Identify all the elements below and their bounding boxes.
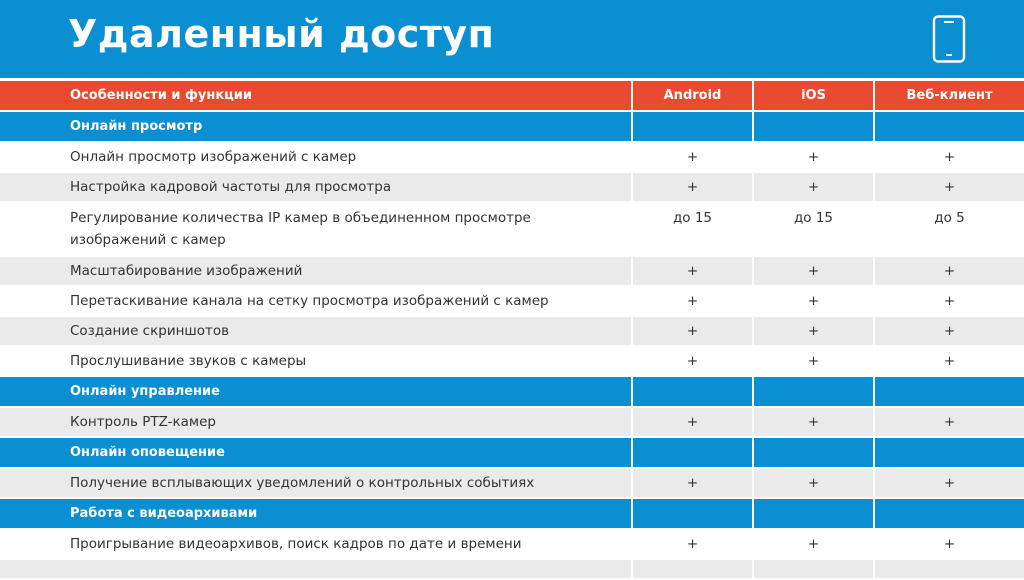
- web-value: +: [875, 287, 1024, 317]
- table-row: [0, 257, 1024, 287]
- table-row-cut-off: [0, 560, 1024, 580]
- feature-label: Создание скриншотов: [0, 317, 633, 347]
- web-value: +: [875, 173, 1024, 203]
- section-row: [0, 499, 1024, 530]
- feature-label: Контроль PTZ-камер: [0, 408, 633, 438]
- section-cell: [875, 438, 1024, 469]
- table-row: [0, 143, 1024, 173]
- section-label: Работа с видеоархивами: [0, 499, 633, 530]
- web-value: +: [875, 143, 1024, 173]
- web-value: +: [875, 347, 1024, 377]
- header-android: Android: [633, 81, 754, 112]
- table-row: [0, 408, 1024, 438]
- android-value: до 15: [633, 203, 754, 257]
- table-row: [0, 469, 1024, 499]
- section-label: Онлайн просмотр: [0, 112, 633, 143]
- web-value: +: [875, 408, 1024, 438]
- android-value: +: [633, 469, 754, 499]
- android-value: +: [633, 317, 754, 347]
- header-web-client: Веб-клиент: [875, 81, 1024, 112]
- web-value: +: [875, 317, 1024, 347]
- feature-label: Получение всплывающих уведомлений о контрольных событиях: [0, 469, 633, 499]
- cut-cell: [633, 560, 754, 580]
- web-value: до 5: [875, 203, 1024, 257]
- feature-label: Настройка кадровой частоты для просмотра: [0, 173, 633, 203]
- android-value: +: [633, 257, 754, 287]
- feature-label: Перетаскивание канала на сетку просмотра изображений с камер: [0, 287, 633, 317]
- header-ios: iOS: [754, 81, 875, 112]
- section-label: Онлайн оповещение: [0, 438, 633, 469]
- android-value: +: [633, 143, 754, 173]
- feature-label: Прослушивание звуков с камеры: [0, 347, 633, 377]
- section-row: [0, 112, 1024, 143]
- section-cell: [633, 112, 754, 143]
- section-cell: [633, 438, 754, 469]
- feature-label: Масштабирование изображений: [0, 257, 633, 287]
- cut-cell: [754, 560, 875, 580]
- section-cell: [875, 112, 1024, 143]
- feature-label: Регулирование количества IP камер в объединенном просмотре изображений с камер: [0, 203, 633, 257]
- cut-cell: [0, 560, 633, 580]
- feature-table: [0, 81, 1024, 580]
- section-cell: [754, 499, 875, 530]
- android-value: +: [633, 287, 754, 317]
- smartphone-icon: [932, 15, 966, 63]
- web-value: +: [875, 530, 1024, 560]
- table-row: [0, 173, 1024, 203]
- header-bar: [0, 0, 1024, 78]
- ios-value: +: [754, 287, 875, 317]
- android-value: +: [633, 347, 754, 377]
- section-cell: [754, 377, 875, 408]
- ios-value: +: [754, 530, 875, 560]
- ios-value: +: [754, 408, 875, 438]
- ios-value: +: [754, 469, 875, 499]
- page-title: Удаленный доступ: [68, 12, 495, 56]
- table-row: [0, 287, 1024, 317]
- android-value: +: [633, 530, 754, 560]
- section-row: [0, 377, 1024, 408]
- ios-value: +: [754, 173, 875, 203]
- feature-label: Проигрывание видеоархивов, поиск кадров по дате и времени: [0, 530, 633, 560]
- section-row: [0, 438, 1024, 469]
- section-cell: [875, 499, 1024, 530]
- web-value: +: [875, 257, 1024, 287]
- android-value: +: [633, 408, 754, 438]
- android-value: +: [633, 173, 754, 203]
- table-header-row: [0, 81, 1024, 112]
- cut-cell: [875, 560, 1024, 580]
- table-row: [0, 317, 1024, 347]
- ios-value: до 15: [754, 203, 875, 257]
- table-row: [0, 203, 1024, 257]
- ios-value: +: [754, 347, 875, 377]
- section-cell: [633, 499, 754, 530]
- ios-value: +: [754, 143, 875, 173]
- table-row: [0, 347, 1024, 377]
- section-cell: [633, 377, 754, 408]
- feature-label: Онлайн просмотр изображений с камер: [0, 143, 633, 173]
- header-features: Особенности и функции: [0, 81, 633, 112]
- section-cell: [875, 377, 1024, 408]
- section-label: Онлайн управление: [0, 377, 633, 408]
- ios-value: +: [754, 317, 875, 347]
- web-value: +: [875, 469, 1024, 499]
- table-row: [0, 530, 1024, 560]
- ios-value: +: [754, 257, 875, 287]
- section-cell: [754, 112, 875, 143]
- section-cell: [754, 438, 875, 469]
